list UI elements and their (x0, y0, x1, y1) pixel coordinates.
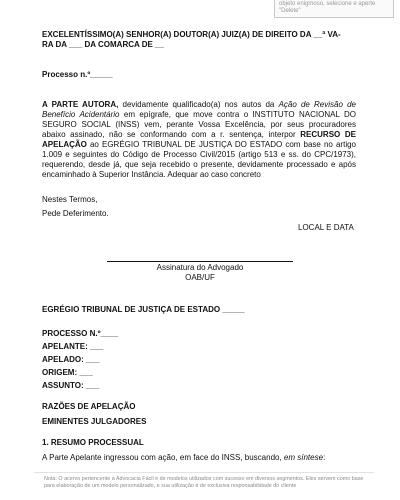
closing-terms: Nestes Termos, (42, 195, 98, 204)
field-apelado: APELADO: ___ (42, 355, 100, 364)
summary-paragraph (42, 453, 362, 463)
reasons-heading: RAZÕES DE APELAÇÃO (42, 402, 136, 411)
footer-note: Nota: O acervo pertencente a Advocacia Fácil é de modelos utilizados com sucesso em diversos segmentos. Eles servem como base para elaboração de um modelo personalizado, e sua utilização é de exclusiva responsabilidade do cliente (44, 476, 364, 489)
field-apelante: APELANTE: ___ (42, 342, 104, 351)
signature-label: Assinatura do Advogado (156, 263, 244, 272)
process-number: Processo n.º_____ (42, 70, 113, 79)
field-assunto: ASSUNTO: ___ (42, 381, 100, 390)
party-label: A PARTE AUTORA, (42, 100, 119, 109)
body-text-2: em epígrafe, que move contra o INSTITUTO NACIONAL DO SEGURO SOCIAL (INSS) vem, perante Vossa Excelência, por seus procuradores abaixo assinado, não se conformando com a r. sentença, interpor (42, 110, 356, 139)
court-header (42, 30, 368, 50)
delete-hint-tooltip: objeto enigmoso, selecione e aperte "Delete" (274, 0, 394, 18)
body-text-3: ao EGRÉGIO TRIBUNAL DE JUSTIÇA DO ESTADO com base no artigo 1.009 e seguintes do Código de Processo Civil/2015 (artigo 513 e ss. do CPC/1973), requerendo, desde já, que seja recebido o presente, devidamente processado e após encaminhado à Superior Instância. Adequar ao caso concreto (42, 140, 356, 179)
signature-line (107, 261, 293, 262)
closing-request: Pede Deferimento. (42, 209, 109, 218)
field-origem: ORIGEM: ___ (42, 368, 93, 377)
tribunal-heading: EGRÉGIO TRIBUNAL DE JUSTIÇA DE ESTADO _____ (42, 305, 245, 314)
summary-em-sintese: em síntese (283, 453, 324, 462)
footer-divider (34, 472, 374, 473)
field-processo: PROCESSO N.º____ (42, 329, 119, 338)
petition-body (42, 100, 356, 180)
signature-oab: OAB/UF (185, 273, 215, 282)
appeal-label: RECURSO DE APELAÇÃO (42, 130, 356, 149)
court-header-line2: RA DA ___ DA COMARCA DE __ (42, 40, 164, 49)
section-1-heading: 1. RESUMO PROCESSUAL (42, 438, 144, 447)
action-name: Ação de Revisão de Benefício Acidentário (42, 100, 356, 119)
judges-heading: EMINENTES JULGADORES (42, 417, 147, 426)
place-and-date: LOCAL E DATA (298, 223, 354, 232)
summary-text: A Parte Apelante ingressou com ação, em face do INSS, buscando, (42, 453, 284, 462)
court-header-line1: EXCELENTÍSSIMO(A) SENHOR(A) DOUTOR(A) JUIZ(A) DE DIREITO DA __ª VA- (42, 30, 341, 39)
summary-colon: : (323, 453, 326, 462)
body-text-1: devidamente qualificado(a) nos autos da (118, 100, 279, 109)
